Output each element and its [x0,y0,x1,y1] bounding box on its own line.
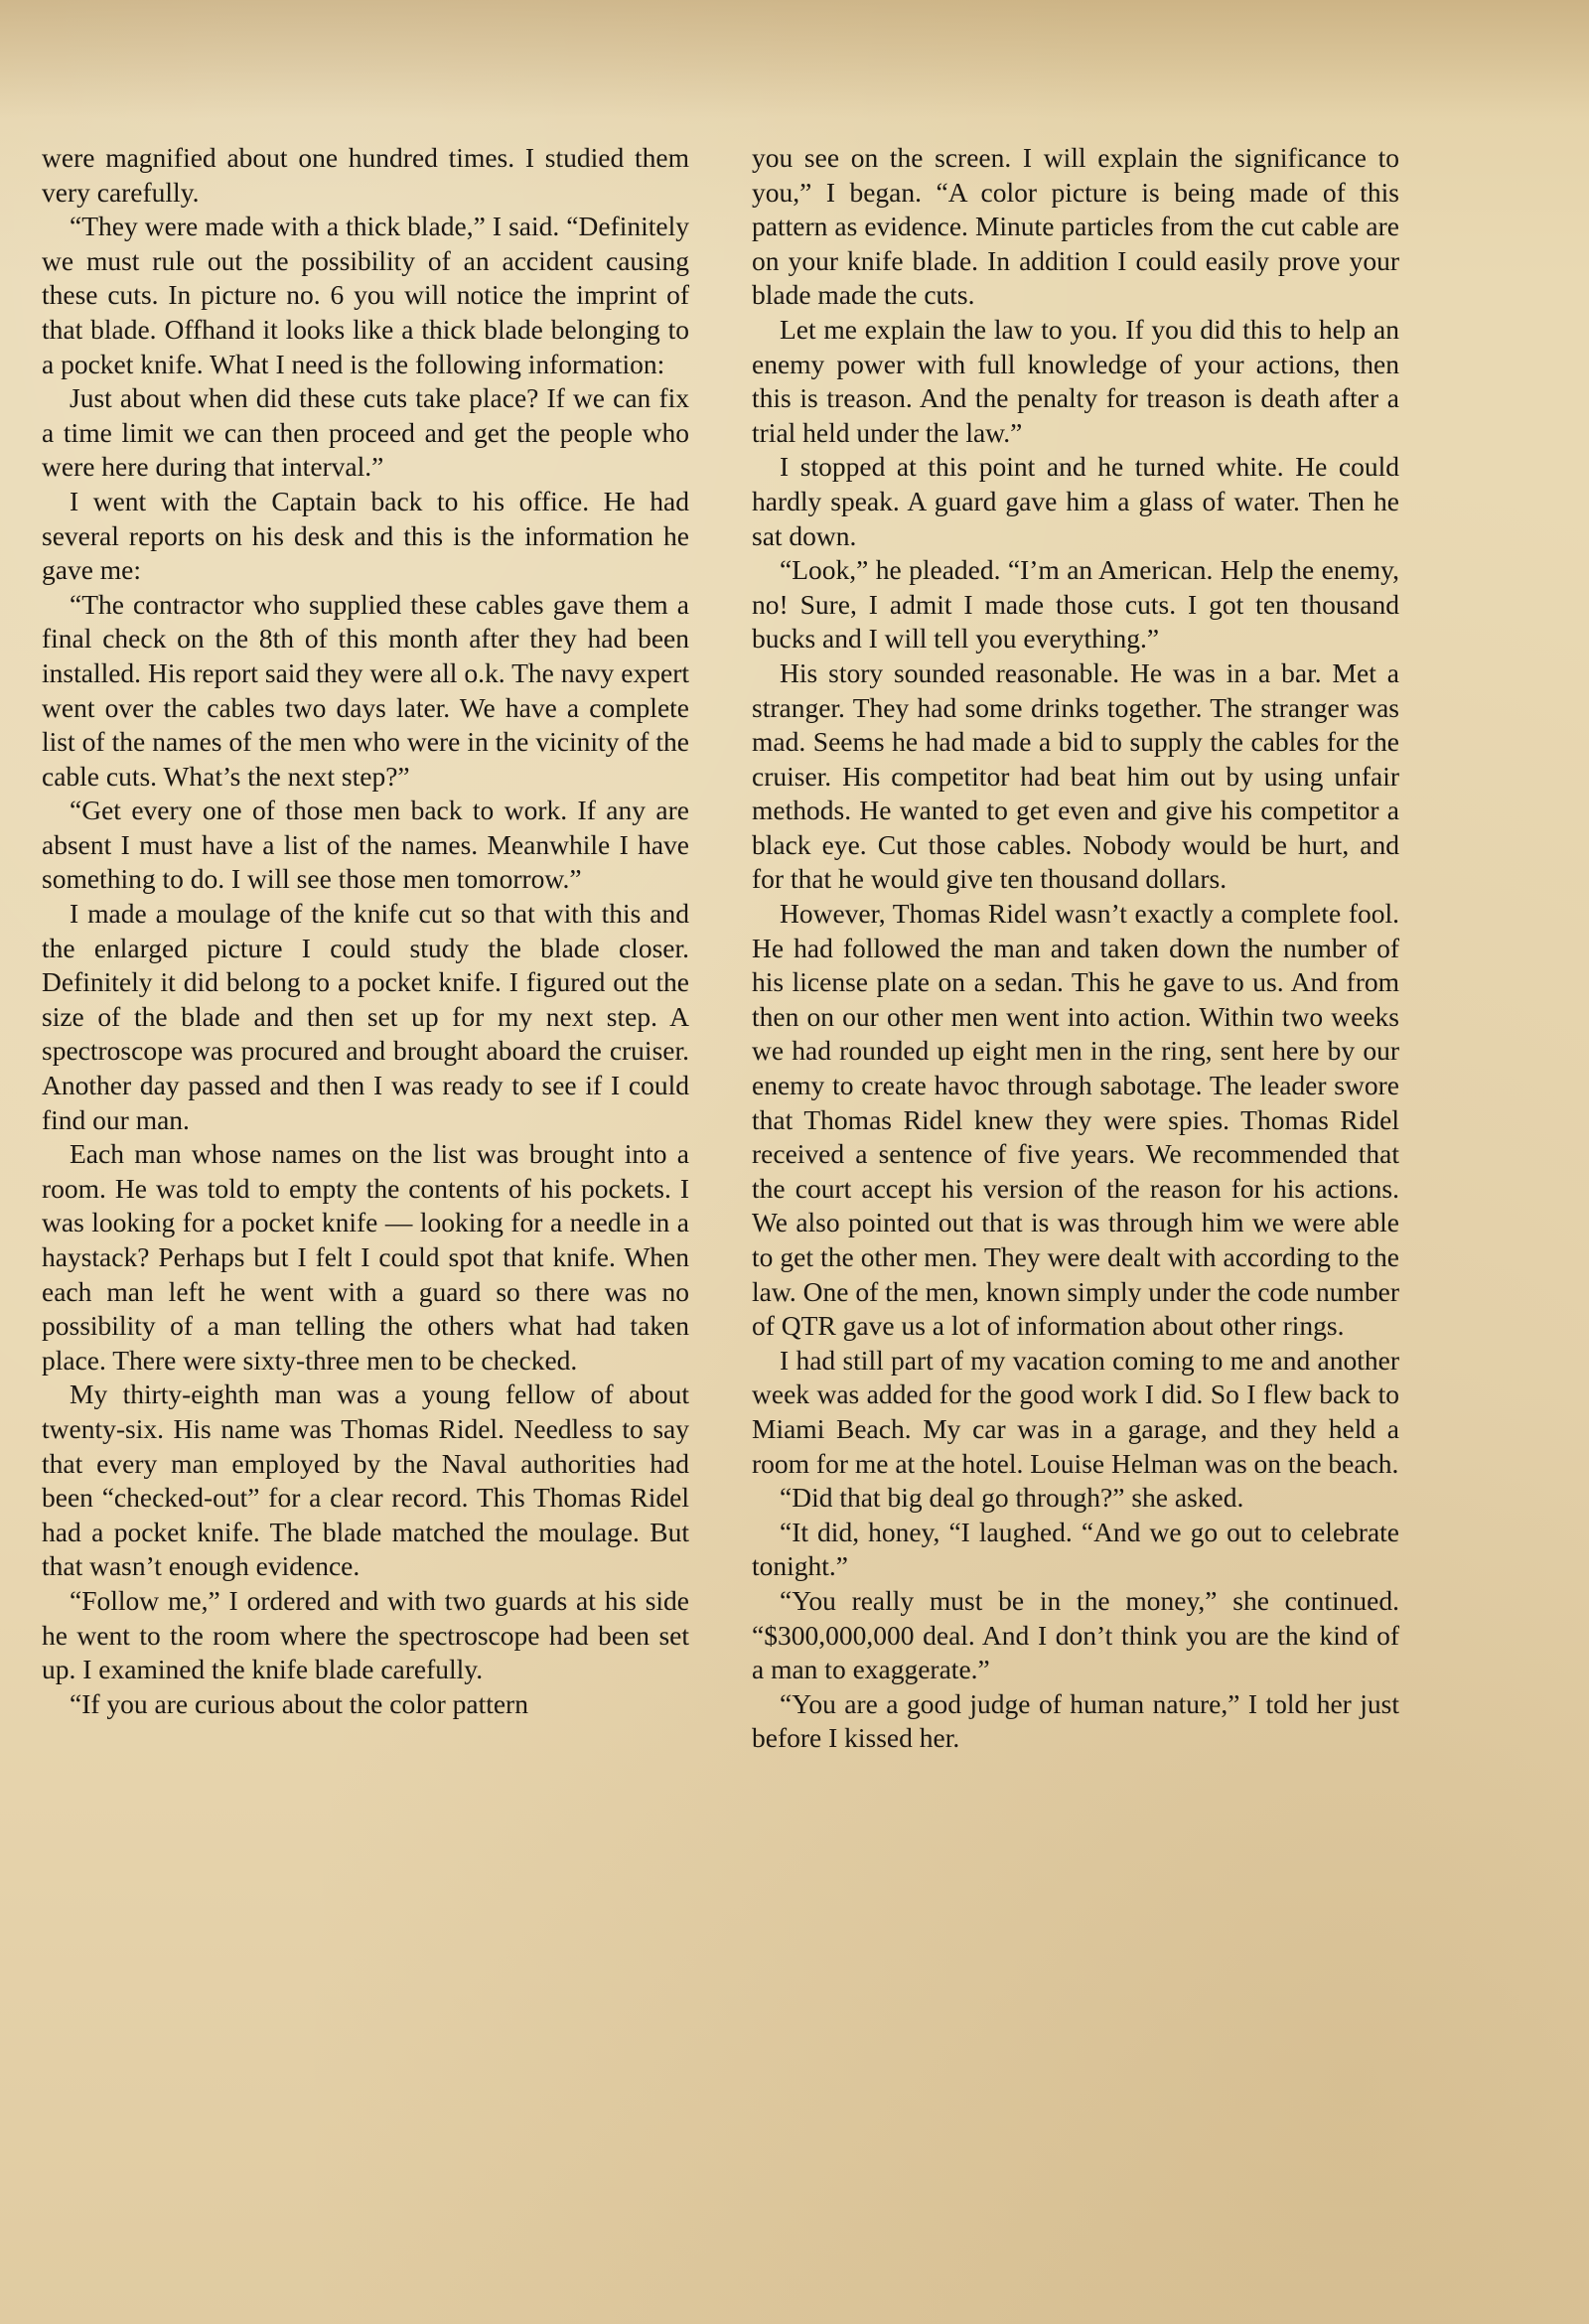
paragraph: were magnified about one hundred times. I studied them very carefully. [42,142,689,208]
paragraph: Let me explain the law to you. If you did this to help an enemy power with full knowledge of your actions, then this is treason. And the penalty for treason is death after a trial held under the law.” [752,313,1399,448]
paragraph: I went with the Captain back to his office. He had several reports on his desk and this is the information he gave me: [42,485,689,586]
paragraph: I stopped at this point and he turned white. He could hardly speak. A guard gave him a glass of water. Then he sat down. [752,451,1399,551]
paragraph: “If you are curious about the color pattern [70,1687,528,1719]
paragraph: you see on the screen. I will explain the significance to you,” I began. “A color picture is being made of this pattern as evidence. Minute particles from the cut cable are on your knife blade. In addition I could easily prove your blade made the cuts. [752,142,1399,311]
left-text-column [42,141,689,1721]
paragraph: “Look,” he pleaded. “I’m an American. Help the enemy, no! Sure, I admit I made those cuts. I got ten thousand bucks and I will tell you everything.” [752,554,1399,654]
paragraph: “Did that big deal go through?” she asked. [780,1482,1244,1514]
paragraph: “Follow me,” I ordered and with two guards at his side he went to the room where the spectroscope had been set up. I examined the knife blade carefully. [42,1584,689,1685]
right-text-column [752,141,1399,1756]
paragraph: “It did, honey, “I laughed. “And we go out to celebrate tonight.” [752,1516,1399,1582]
paragraph: “You are a good judge of human nature,” I told her just before I kissed her. [752,1687,1399,1754]
paragraph: I made a moulage of the knife cut so that with this and the enlarged picture I could study the blade closer. Definitely it did belong to a pocket knife. I figured out the size of the blade and then set up for my next step. A spectroscope was procured and brought aboard the cruiser. Another day passed and then I was ready to see if I could find our man. [42,898,689,1135]
paragraph: Each man whose names on the list was brought into a room. He was told to empty the contents of his pockets. I was looking for a pocket knife — looking for a needle in a haystack? Perhaps but I felt I could spot that knife. When each man left he went with a guard so there was no possibility of a man telling the others what had taken place. There were sixty-three men to be checked. [42,1138,689,1376]
paragraph: His story sounded reasonable. He was in a bar. Met a stranger. They had some drinks together. The stranger was mad. Seems he had made a bid to supply the cables for the cruiser. His competitor had beat him out by using unfair methods. He wanted to get even and give his competitor a black eye. Cut those cables. Nobody would be hurt, and for that he would give ten thousand dollars. [752,656,1399,895]
paragraph: However, Thomas Ridel wasn’t exactly a complete fool. He had followed the man and taken down the number of his license plate on a sedan. This he gave to us. And from then on our other men went into action. Within two weeks we had rounded up eight men in the ring, sent here by our enemy to create havoc through sabotage. The leader swore that Thomas Ridel knew they were spies. Thomas Ridel received a sentence of five years. We recommended that the court accept his version of the reason for his actions. We also pointed out that is was through him we were able to get the other men. They were dealt with according to the law. One of the men, known simply under the code number of QTR gave us a lot of information about other rings. [752,898,1399,1342]
paragraph: “They were made with a thick blade,” I said. “Definitely we must rule out the possibility of an accident causing these cuts. In picture no. 6 you will notice the imprint of that blade. Offhand it looks like a thick blade belonging to a pocket knife. What I need is the following information: [42,211,689,379]
paragraph: “You really must be in the money,” she continued. “$300,000,000 deal. And I don’t think you are the kind of a man to exaggerate.” [752,1584,1399,1685]
paragraph: “Get every one of those men back to work. If any are absent I must have a list of the names. Meanwhile I have something to do. I will see those men tomorrow.” [42,795,689,895]
paragraph: Just about when did these cuts take place? If we can fix a time limit we can then proceed and get the people who were here during that interval.” [42,382,689,483]
paragraph: My thirty-eighth man was a young fellow of about twenty-six. His name was Thomas Ridel. Needless to say that every man employed by the Naval authorities had been “checked-out” for a clear record. This Thomas Ridel had a pocket knife. The blade matched the moulage. But that wasn’t enough evidence. [42,1379,689,1582]
paragraph: I had still part of my vacation coming to me and another week was added for the good work I did. So I flew back to Miami Beach. My car was in a garage, and they held a room for me at the hotel. Louise Helman was on the beach. [752,1344,1399,1479]
paragraph: “The contractor who supplied these cables gave them a final check on the 8th of this month after they had been installed. His report said they were all o.k. The navy expert went over the cables two days later. We have a complete list of the names of the men who were in the vicinity of the cable cuts. What’s the next step?” [42,588,689,792]
